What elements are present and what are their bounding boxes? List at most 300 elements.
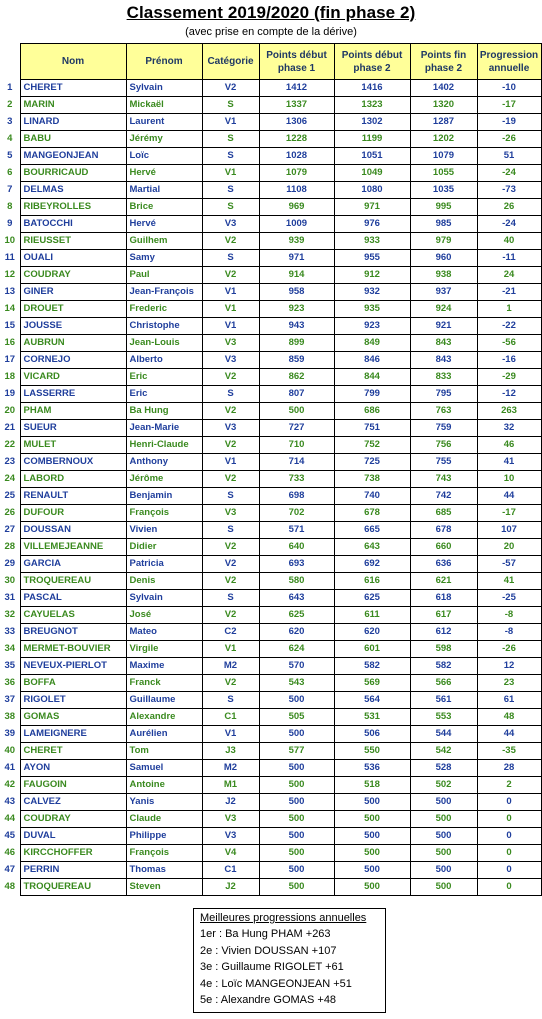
progression-cell: 28 <box>477 760 541 777</box>
nom-cell: MARIN <box>20 97 126 114</box>
rank-cell: 31 <box>0 590 20 607</box>
prenom-cell: Tom <box>126 743 202 760</box>
prenom-cell: Claude <box>126 811 202 828</box>
points-debut-phase2-cell: 971 <box>334 199 410 216</box>
points-fin-phase2-cell: 843 <box>410 335 477 352</box>
rank-cell: 5 <box>0 148 20 165</box>
progression-cell: -19 <box>477 114 541 131</box>
points-fin-phase2-cell: 500 <box>410 828 477 845</box>
points-fin-phase2-cell: 759 <box>410 420 477 437</box>
points-debut-phase1-cell: 899 <box>259 335 334 352</box>
nom-cell: NEVEUX-PIERLOT <box>20 658 126 675</box>
table-row <box>0 692 541 709</box>
categorie-cell: V2 <box>202 403 259 420</box>
progression-cell: 61 <box>477 692 541 709</box>
points-fin-phase2-cell: 561 <box>410 692 477 709</box>
points-fin-phase2-cell: 685 <box>410 505 477 522</box>
points-debut-phase2-cell: 500 <box>334 811 410 828</box>
points-debut-phase2-cell: 582 <box>334 658 410 675</box>
progression-cell: 48 <box>477 709 541 726</box>
nom-cell: VICARD <box>20 369 126 386</box>
rank-cell: 13 <box>0 284 20 301</box>
table-row <box>0 607 541 624</box>
points-debut-phase2-cell: 500 <box>334 845 410 862</box>
table-row <box>0 624 541 641</box>
points-debut-phase1-cell: 500 <box>259 794 334 811</box>
prenom-cell: Paul <box>126 267 202 284</box>
table-row <box>0 454 541 471</box>
table-row <box>0 165 541 182</box>
table-row <box>0 114 541 131</box>
rank-cell: 4 <box>0 131 20 148</box>
progression-cell: -73 <box>477 182 541 199</box>
points-debut-phase1-cell: 577 <box>259 743 334 760</box>
points-debut-phase1-cell: 570 <box>259 658 334 675</box>
points-debut-phase2-cell: 550 <box>334 743 410 760</box>
categorie-cell: V1 <box>202 726 259 743</box>
progression-cell: 1 <box>477 301 541 318</box>
rank-cell: 47 <box>0 862 20 879</box>
categorie-cell: M1 <box>202 777 259 794</box>
prenom-cell: Didier <box>126 539 202 556</box>
table-row <box>0 539 541 556</box>
points-debut-phase2-cell: 846 <box>334 352 410 369</box>
categorie-cell: V2 <box>202 556 259 573</box>
categorie-cell: M2 <box>202 760 259 777</box>
categorie-cell: V2 <box>202 369 259 386</box>
table-row <box>0 658 541 675</box>
points-debut-phase1-cell: 807 <box>259 386 334 403</box>
progression-cell: 41 <box>477 573 541 590</box>
nom-cell: PERRIN <box>20 862 126 879</box>
points-debut-phase1-cell: 710 <box>259 437 334 454</box>
points-debut-phase1-cell: 500 <box>259 760 334 777</box>
prenom-cell: Guillaume <box>126 692 202 709</box>
nom-cell: COMBERNOUX <box>20 454 126 471</box>
categorie-cell: V2 <box>202 471 259 488</box>
progression-cell: -29 <box>477 369 541 386</box>
categorie-cell: S <box>202 97 259 114</box>
table-row <box>0 743 541 760</box>
points-fin-phase2-cell: 1402 <box>410 80 477 97</box>
progression-cell: -35 <box>477 743 541 760</box>
prenom-cell: Sylvain <box>126 590 202 607</box>
points-debut-phase1-cell: 923 <box>259 301 334 318</box>
progression-cell: 0 <box>477 862 541 879</box>
table-row <box>0 522 541 539</box>
rank-cell: 22 <box>0 437 20 454</box>
rank-cell: 45 <box>0 828 20 845</box>
prenom-cell: Denis <box>126 573 202 590</box>
points-fin-phase2-cell: 528 <box>410 760 477 777</box>
best-progression-item: 5e : Alexandre GOMAS +48 <box>200 994 337 1006</box>
categorie-cell: V2 <box>202 573 259 590</box>
categorie-cell: V2 <box>202 675 259 692</box>
points-debut-phase2-cell: 531 <box>334 709 410 726</box>
points-fin-phase2-cell: 553 <box>410 709 477 726</box>
prenom-cell: Frederic <box>126 301 202 318</box>
prenom-cell: Ba Hung <box>126 403 202 420</box>
progression-cell: -10 <box>477 80 541 97</box>
nom-cell: DOUSSAN <box>20 522 126 539</box>
points-debut-phase1-cell: 500 <box>259 845 334 862</box>
nom-cell: GOMAS <box>20 709 126 726</box>
points-debut-phase1-cell: 1228 <box>259 131 334 148</box>
nom-cell: RIEUSSET <box>20 233 126 250</box>
points-debut-phase2-cell: 751 <box>334 420 410 437</box>
prenom-cell: Jean-Marie <box>126 420 202 437</box>
points-debut-phase1-cell: 1079 <box>259 165 334 182</box>
best-progression-item: 3e : Guillaume RIGOLET +61 <box>200 961 344 973</box>
points-debut-phase2-cell: 518 <box>334 777 410 794</box>
prenom-cell: François <box>126 845 202 862</box>
progression-cell: 0 <box>477 794 541 811</box>
table-row <box>0 199 541 216</box>
table-row <box>0 879 541 896</box>
table-row <box>0 726 541 743</box>
points-debut-phase2-cell: 849 <box>334 335 410 352</box>
points-debut-phase2-cell: 569 <box>334 675 410 692</box>
progression-cell: -17 <box>477 97 541 114</box>
progression-cell: -24 <box>477 216 541 233</box>
categorie-cell: V3 <box>202 505 259 522</box>
rank-cell: 46 <box>0 845 20 862</box>
points-debut-phase1-cell: 571 <box>259 522 334 539</box>
rank-cell: 26 <box>0 505 20 522</box>
progression-cell: -57 <box>477 556 541 573</box>
rank-cell: 1 <box>0 80 20 97</box>
points-fin-phase2-cell: 500 <box>410 794 477 811</box>
rank-cell: 39 <box>0 726 20 743</box>
points-debut-phase2-cell: 1080 <box>334 182 410 199</box>
points-fin-phase2-cell: 502 <box>410 777 477 794</box>
rank-cell: 24 <box>0 471 20 488</box>
points-fin-phase2-cell: 960 <box>410 250 477 267</box>
categorie-cell: C2 <box>202 624 259 641</box>
rank-cell: 16 <box>0 335 20 352</box>
rank-cell: 27 <box>0 522 20 539</box>
table-row <box>0 811 541 828</box>
points-debut-phase2-cell: 1199 <box>334 131 410 148</box>
points-fin-phase2-cell: 621 <box>410 573 477 590</box>
table-row <box>0 573 541 590</box>
nom-cell: VILLEMEJEANNE <box>20 539 126 556</box>
header-nom: Nom <box>20 44 126 80</box>
rank-cell: 30 <box>0 573 20 590</box>
progression-cell: -17 <box>477 505 541 522</box>
progression-cell: 10 <box>477 471 541 488</box>
points-fin-phase2-cell: 678 <box>410 522 477 539</box>
progression-cell: -24 <box>477 165 541 182</box>
rank-cell: 28 <box>0 539 20 556</box>
categorie-cell: S <box>202 182 259 199</box>
categorie-cell: V1 <box>202 165 259 182</box>
points-debut-phase1-cell: 969 <box>259 199 334 216</box>
rank-cell: 18 <box>0 369 20 386</box>
points-debut-phase1-cell: 1009 <box>259 216 334 233</box>
points-debut-phase2-cell: 611 <box>334 607 410 624</box>
rank-header-blank <box>0 44 20 80</box>
points-debut-phase1-cell: 625 <box>259 607 334 624</box>
rank-cell: 15 <box>0 318 20 335</box>
points-debut-phase2-cell: 500 <box>334 794 410 811</box>
points-debut-phase2-cell: 933 <box>334 233 410 250</box>
categorie-cell: S <box>202 522 259 539</box>
rank-cell: 44 <box>0 811 20 828</box>
nom-cell: CHERET <box>20 80 126 97</box>
prenom-cell: Philippe <box>126 828 202 845</box>
prenom-cell: Yanis <box>126 794 202 811</box>
points-fin-phase2-cell: 938 <box>410 267 477 284</box>
nom-cell: BREUGNOT <box>20 624 126 641</box>
points-debut-phase2-cell: 500 <box>334 828 410 845</box>
prenom-cell: Mateo <box>126 624 202 641</box>
points-debut-phase2-cell: 692 <box>334 556 410 573</box>
nom-cell: DROUET <box>20 301 126 318</box>
points-fin-phase2-cell: 544 <box>410 726 477 743</box>
nom-cell: DELMAS <box>20 182 126 199</box>
table-row <box>0 641 541 658</box>
categorie-cell: V1 <box>202 301 259 318</box>
prenom-cell: Hervé <box>126 216 202 233</box>
nom-cell: AUBRUN <box>20 335 126 352</box>
points-debut-phase1-cell: 859 <box>259 352 334 369</box>
table-row <box>0 590 541 607</box>
progression-cell: -25 <box>477 590 541 607</box>
table-header-row <box>0 44 541 80</box>
page-title: Classement 2019/2020 (fin phase 2) <box>126 3 416 22</box>
prenom-cell: Guilhem <box>126 233 202 250</box>
categorie-cell: J3 <box>202 743 259 760</box>
rank-cell: 33 <box>0 624 20 641</box>
categorie-cell: J2 <box>202 794 259 811</box>
points-debut-phase1-cell: 939 <box>259 233 334 250</box>
prenom-cell: Benjamin <box>126 488 202 505</box>
categorie-cell: V1 <box>202 454 259 471</box>
progression-cell: -21 <box>477 284 541 301</box>
points-fin-phase2-cell: 542 <box>410 743 477 760</box>
nom-cell: JOUSSE <box>20 318 126 335</box>
points-debut-phase1-cell: 643 <box>259 590 334 607</box>
header-categorie: Catégorie <box>202 44 259 80</box>
points-fin-phase2-cell: 566 <box>410 675 477 692</box>
points-debut-phase2-cell: 844 <box>334 369 410 386</box>
best-progression-item: 1er : Ba Hung PHAM +263 <box>200 928 331 940</box>
points-debut-phase2-cell: 564 <box>334 692 410 709</box>
categorie-cell: S <box>202 386 259 403</box>
prenom-cell: Maxime <box>126 658 202 675</box>
points-fin-phase2-cell: 743 <box>410 471 477 488</box>
points-fin-phase2-cell: 843 <box>410 352 477 369</box>
categorie-cell: V2 <box>202 267 259 284</box>
points-debut-phase2-cell: 740 <box>334 488 410 505</box>
nom-cell: FAUGOIN <box>20 777 126 794</box>
categorie-cell: V3 <box>202 420 259 437</box>
points-debut-phase2-cell: 678 <box>334 505 410 522</box>
points-debut-phase2-cell: 1416 <box>334 80 410 97</box>
points-debut-phase2-cell: 912 <box>334 267 410 284</box>
nom-cell: GARCIA <box>20 556 126 573</box>
progression-cell: -12 <box>477 386 541 403</box>
progression-cell: 0 <box>477 879 541 896</box>
progression-cell: 26 <box>477 199 541 216</box>
points-fin-phase2-cell: 612 <box>410 624 477 641</box>
points-debut-phase2-cell: 1049 <box>334 165 410 182</box>
points-fin-phase2-cell: 756 <box>410 437 477 454</box>
progression-cell: 44 <box>477 726 541 743</box>
rank-cell: 21 <box>0 420 20 437</box>
points-debut-phase1-cell: 971 <box>259 250 334 267</box>
points-debut-phase2-cell: 625 <box>334 590 410 607</box>
table-row <box>0 386 541 403</box>
prenom-cell: José <box>126 607 202 624</box>
points-debut-phase1-cell: 698 <box>259 488 334 505</box>
progression-cell: -26 <box>477 641 541 658</box>
table-row <box>0 403 541 420</box>
points-debut-phase2-cell: 976 <box>334 216 410 233</box>
prenom-cell: Eric <box>126 369 202 386</box>
points-fin-phase2-cell: 660 <box>410 539 477 556</box>
points-fin-phase2-cell: 742 <box>410 488 477 505</box>
rank-cell: 12 <box>0 267 20 284</box>
points-debut-phase1-cell: 1412 <box>259 80 334 97</box>
progression-cell: 24 <box>477 267 541 284</box>
table-body <box>0 80 541 896</box>
points-fin-phase2-cell: 921 <box>410 318 477 335</box>
prenom-cell: Alexandre <box>126 709 202 726</box>
rank-cell: 42 <box>0 777 20 794</box>
categorie-cell: V3 <box>202 811 259 828</box>
prenom-cell: Jérôme <box>126 471 202 488</box>
points-debut-phase1-cell: 693 <box>259 556 334 573</box>
ranking-table <box>0 43 542 896</box>
points-fin-phase2-cell: 500 <box>410 811 477 828</box>
categorie-cell: V1 <box>202 641 259 658</box>
categorie-cell: C1 <box>202 862 259 879</box>
progression-cell: 32 <box>477 420 541 437</box>
points-fin-phase2-cell: 636 <box>410 556 477 573</box>
header-points-debut-phase1: Points début phase 1 <box>259 44 334 80</box>
points-debut-phase2-cell: 752 <box>334 437 410 454</box>
nom-cell: RIGOLET <box>20 692 126 709</box>
rank-cell: 43 <box>0 794 20 811</box>
nom-cell: BABU <box>20 131 126 148</box>
points-debut-phase1-cell: 500 <box>259 403 334 420</box>
points-fin-phase2-cell: 979 <box>410 233 477 250</box>
points-debut-phase1-cell: 1028 <box>259 148 334 165</box>
prenom-cell: Patricia <box>126 556 202 573</box>
categorie-cell: C1 <box>202 709 259 726</box>
prenom-cell: Martial <box>126 182 202 199</box>
points-debut-phase1-cell: 505 <box>259 709 334 726</box>
progression-cell: 0 <box>477 811 541 828</box>
points-debut-phase2-cell: 536 <box>334 760 410 777</box>
table-row <box>0 267 541 284</box>
categorie-cell: J2 <box>202 879 259 896</box>
table-row <box>0 675 541 692</box>
header-progression: Progression annuelle <box>477 44 541 80</box>
progression-cell: 2 <box>477 777 541 794</box>
best-progressions-heading: Meilleures progressions annuelles <box>200 912 367 924</box>
progression-cell: -26 <box>477 131 541 148</box>
nom-cell: OUALI <box>20 250 126 267</box>
categorie-cell: V1 <box>202 318 259 335</box>
table-row <box>0 80 541 97</box>
table-row <box>0 97 541 114</box>
table-row <box>0 335 541 352</box>
points-fin-phase2-cell: 795 <box>410 386 477 403</box>
points-debut-phase2-cell: 686 <box>334 403 410 420</box>
nom-cell: KIRCCHOFFER <box>20 845 126 862</box>
progression-cell: 46 <box>477 437 541 454</box>
prenom-cell: Mickaël <box>126 97 202 114</box>
table-row <box>0 148 541 165</box>
progression-cell: 263 <box>477 403 541 420</box>
points-debut-phase1-cell: 914 <box>259 267 334 284</box>
nom-cell: MULET <box>20 437 126 454</box>
rank-cell: 3 <box>0 114 20 131</box>
points-fin-phase2-cell: 618 <box>410 590 477 607</box>
points-debut-phase2-cell: 935 <box>334 301 410 318</box>
nom-cell: CHERET <box>20 743 126 760</box>
points-debut-phase2-cell: 601 <box>334 641 410 658</box>
nom-cell: COUDRAY <box>20 811 126 828</box>
rank-cell: 20 <box>0 403 20 420</box>
points-debut-phase1-cell: 624 <box>259 641 334 658</box>
points-fin-phase2-cell: 1202 <box>410 131 477 148</box>
points-debut-phase1-cell: 500 <box>259 692 334 709</box>
table-row <box>0 437 541 454</box>
table-row <box>0 828 541 845</box>
nom-cell: CORNEJO <box>20 352 126 369</box>
points-debut-phase1-cell: 500 <box>259 862 334 879</box>
table-row <box>0 488 541 505</box>
rank-cell: 35 <box>0 658 20 675</box>
points-debut-phase1-cell: 543 <box>259 675 334 692</box>
table-row <box>0 131 541 148</box>
categorie-cell: V2 <box>202 233 259 250</box>
points-debut-phase1-cell: 1306 <box>259 114 334 131</box>
points-debut-phase2-cell: 620 <box>334 624 410 641</box>
points-debut-phase1-cell: 640 <box>259 539 334 556</box>
points-fin-phase2-cell: 1079 <box>410 148 477 165</box>
prenom-cell: Jean-Louis <box>126 335 202 352</box>
points-debut-phase2-cell: 923 <box>334 318 410 335</box>
progression-cell: 12 <box>477 658 541 675</box>
rank-cell: 19 <box>0 386 20 403</box>
best-progression-item: 4e : Loïc MANGEONJEAN +51 <box>200 977 352 990</box>
categorie-cell: S <box>202 131 259 148</box>
best-progressions-box <box>193 908 386 1013</box>
points-fin-phase2-cell: 617 <box>410 607 477 624</box>
rank-cell: 40 <box>0 743 20 760</box>
nom-cell: AYON <box>20 760 126 777</box>
progression-cell: -16 <box>477 352 541 369</box>
prenom-cell: Thomas <box>126 862 202 879</box>
page-subtitle: (avec prise en compte de la dérive) <box>185 26 357 38</box>
nom-cell: BATOCCHI <box>20 216 126 233</box>
header-points-debut-phase2: Points début phase 2 <box>334 44 410 80</box>
nom-cell: SUEUR <box>20 420 126 437</box>
progression-cell: -8 <box>477 607 541 624</box>
prenom-cell: Brice <box>126 199 202 216</box>
table-row <box>0 794 541 811</box>
progression-cell: -56 <box>477 335 541 352</box>
categorie-cell: V2 <box>202 437 259 454</box>
nom-cell: DUVAL <box>20 828 126 845</box>
points-debut-phase1-cell: 1108 <box>259 182 334 199</box>
categorie-cell: S <box>202 199 259 216</box>
